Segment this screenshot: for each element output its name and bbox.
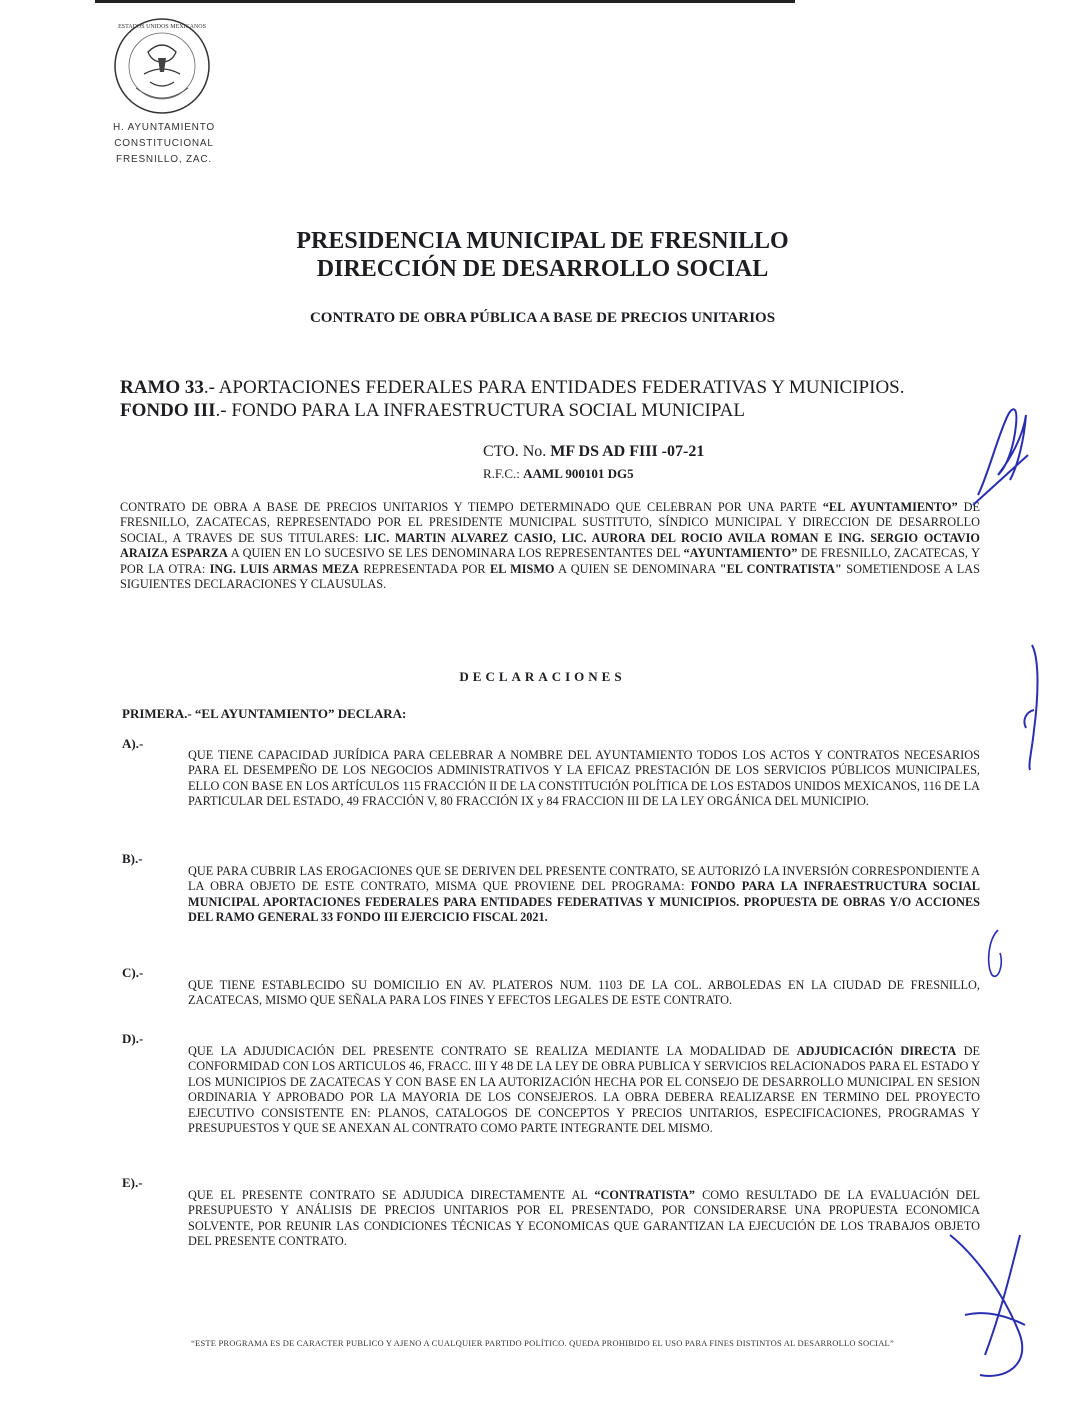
clause-b-text bbox=[188, 864, 980, 926]
signature-initials-3-icon bbox=[978, 925, 1018, 985]
clause-a-text: QUE TIENE CAPACIDAD JURÍDICA PARA CELEBRAR A NOMBRE DEL AYUNTAMIENTO TODOS LOS ACTOS Y CONTRATOS NECESARIOS PARA EL DESEMPEÑO DE LOS NEGOCIOS ADMINISTRATIVOS Y LA EFICAZ PRESTACIÓN DE LOS SERVICIOS PÚBLICOS MUNICIPALES, ELLO CON BASE EN LOS ARTÍCULOS 115 FRACCIÓN II DE LA CONSTITUCIÓN POLÍTICA DE LOS ESTADOS UNIDOS MEXICANOS, 116 DE LA PARTICULAR DEL ESTADO, 49 FRACCIÓN V, 80 FRACCIÓN IX y 84 FRACCION III DE LA LEY ORGÁNICA DEL MUNICIPIO. bbox=[188, 748, 980, 809]
intro-text-5: REPRESENTADA POR bbox=[359, 561, 490, 576]
intro-paragraph bbox=[120, 500, 980, 592]
fondo-line bbox=[120, 400, 745, 422]
clause-e-text-1: QUE EL PRESENTE CONTRATO SE ADJUDICA DIRECTAMENTE AL bbox=[188, 1188, 595, 1202]
municipality-label bbox=[98, 120, 230, 168]
signature-initials-1-icon bbox=[968, 395, 1038, 510]
clause-b-text-plain: QUE PARA CUBRIR LAS EROGACIONES QUE SE DERIVEN DEL PRESENTE CONTRATO, SE AUTORIZÓ LA INVERSIÓN CORRESPONDIENTE A LA OBRA OBJETO DE ESTE CONTRATO, MISMA QUE PROVIENE DEL PROGRAMA: bbox=[188, 864, 980, 894]
fondo-text: .- FONDO PARA LA INFRAESTRUCTURA SOCIAL MUNICIPAL bbox=[215, 400, 745, 421]
clause-d-label: D).- bbox=[122, 1031, 144, 1046]
top-rule bbox=[95, 0, 795, 3]
document-title-line-2: DIRECCIÓN DE DESARROLLO SOCIAL bbox=[316, 256, 769, 282]
signature-initials-2-icon bbox=[1012, 640, 1052, 775]
coat-of-arms-seal-icon bbox=[98, 12, 226, 120]
clause-d-text bbox=[188, 1044, 980, 1136]
declaraciones-heading: DECLARACIONES bbox=[459, 669, 626, 684]
clause-b-label: B).- bbox=[122, 851, 143, 866]
contract-type-title: CONTRATO DE OBRA PÚBLICA A BASE DE PRECIOS UNITARIOS bbox=[309, 310, 776, 326]
municipality-line-3: FRESNILLO, ZAC. bbox=[116, 154, 212, 165]
rfc-value: AAML 900101 DG5 bbox=[523, 466, 634, 481]
intro-text-3: A QUIEN EN LO SUCESIVO SE LES DENOMINARA LOS REPRESENTANTES DEL bbox=[227, 546, 684, 561]
intro-bold-ayuntamiento-2: “AYUNTAMIENTO” bbox=[683, 546, 798, 561]
clause-d-text-2: DE CONFORMIDAD CON LOS ARTICULOS 46, FRACC. III Y 48 DE LA LEY DE OBRA PUBLICA Y SERVICIOS RELACIONADOS PARA EL ESTADO Y LOS MUNICIPIOS DE ZACATECAS Y CON BASE EN LA AUTORIZACIÓN HECHA POR EL CONSEJO DE DESARROLLO MUNICIPAL EN SESION ORDINARIA Y APROBADO POR LA MAYORIA DE LOS CONSEJEROS. LA OBRA DEBERA REALIZARSE EN TERMINO DEL PROYECTO EJECUTIVO CONSISTENTE EN: PLANOS, CATALOGOS DE CONCEPTOS Y PRECIOS UNITARIOS, ESPECIFICACIONES, PROGRAMAS Y PRESUPUESTOS Y QUE SE ANEXAN AL CONTRATO COMO PARTE INTEGRANTE DEL MISMO. bbox=[188, 1044, 980, 1136]
intro-bold-titulares: LIC. MARTIN ALVAREZ CASIO, LIC. AURORA DEL ROCIO AVILA ROMAN E ING. SERGIO OCTAVIO ARAIZA ESPARZA bbox=[120, 530, 980, 561]
intro-bold-el-mismo: EL MISMO bbox=[490, 561, 555, 576]
document-title-line-1: PRESIDENCIA MUNICIPAL DE FRESNILLO bbox=[296, 228, 789, 254]
intro-text-6: A QUIEN SE DENOMINARA bbox=[554, 561, 720, 576]
rfc bbox=[483, 466, 634, 482]
intro-bold-ayuntamiento: “EL AYUNTAMIENTO” bbox=[822, 500, 958, 514]
clause-e-label: E).- bbox=[122, 1175, 143, 1190]
clause-c-text: QUE TIENE ESTABLECIDO SU DOMICILIO EN AV. PLATEROS NUM. 1103 DE LA COL. ARBOLEDAS EN LA CIUDAD DE FRESNILLO, ZACATECAS, MISMO QUE SEÑALA PARA LOS FINES Y EFECTOS LEGALES DE ESTE CONTRATO. bbox=[188, 978, 980, 1008]
signature-initials-4-icon bbox=[935, 1215, 1045, 1385]
clause-e-text-bold: “CONTRATISTA” bbox=[594, 1188, 696, 1202]
municipality-line-2: CONSTITUCIONAL bbox=[114, 138, 214, 149]
intro-bold-el-contratista: "EL CONTRATISTA" bbox=[719, 561, 842, 576]
contract-number bbox=[483, 443, 704, 461]
primera-heading: PRIMERA.- “EL AYUNTAMIENTO” DECLARA: bbox=[122, 706, 407, 721]
intro-text-4: DE FRESNILLO, ZACATECAS, Y POR LA OTRA: bbox=[120, 546, 980, 576]
ramo-text: .- APORTACIONES FEDERALES PARA ENTIDADES FEDERATIVAS Y MUNICIPIOS. bbox=[203, 377, 905, 398]
ramo-label: RAMO 33 bbox=[120, 377, 204, 398]
intro-text-1: CONTRATO DE OBRA A BASE DE PRECIOS UNITARIOS Y TIEMPO DETERMINADO QUE CELEBRAN POR UNA PARTE bbox=[120, 500, 823, 514]
clause-a-label: A).- bbox=[122, 736, 144, 751]
contract-number-value: MF DS AD FIII -07-21 bbox=[550, 443, 705, 460]
contract-number-label: CTO. No. bbox=[483, 443, 551, 460]
intro-bold-contratista-name: ING. LUIS ARMAS MEZA bbox=[209, 561, 359, 576]
clause-d-text-bold: ADJUDICACIÓN DIRECTA bbox=[796, 1044, 957, 1058]
footer-disclaimer: “ESTE PROGRAMA ES DE CARACTER PUBLICO Y AJENO A CUALQUIER PARTIDO POLÍTICO. QUEDA PROHIBIDO EL USO PARA FINES DISTINTOS AL DESARROLLO SOCIAL” bbox=[191, 1338, 894, 1348]
clause-e-text-2: COMO RESULTADO DE LA EVALUACIÓN DEL PRESUPUESTO Y ANÁLISIS DE PRECIOS UNITARIOS POR EL PRESENTADO, POR CONSIDERARSE UNA PROPUESTA ECONOMICA SOLVENTE, POR REUNIR LAS CONDICIONES TÉCNICAS Y ECONOMICAS QUE GARANTIZAN LA EJECUCIÓN DE LOS TRABAJOS OBJETO DEL PRESENTE CONTRATO. bbox=[188, 1188, 980, 1249]
rfc-label: R.F.C.: bbox=[483, 466, 524, 481]
seal-text: ESTADOS UNIDOS MEXICANOS bbox=[118, 24, 206, 30]
clause-d-text-1: QUE LA ADJUDICACIÓN DEL PRESENTE CONTRATO SE REALIZA MEDIANTE LA MODALIDAD DE bbox=[188, 1044, 797, 1058]
municipality-line-1: H. AYUNTAMIENTO bbox=[112, 122, 215, 133]
clause-c-label: C).- bbox=[122, 965, 144, 980]
clause-e-text bbox=[188, 1188, 980, 1250]
ramo-line bbox=[120, 377, 905, 399]
intro-text-7: SOMETIENDOSE A LAS SIGUIENTES DECLARACIONES Y CLAUSULAS. bbox=[120, 561, 980, 592]
fondo-label: FONDO III bbox=[120, 400, 216, 421]
intro-text-2: DE FRESNILLO, ZACATECAS, REPRESENTADO POR EL PRESIDENTE MUNICIPAL SUSTITUTO, SÍNDICO MUNICIPAL Y DIRECCION DE DESARROLLO SOCIAL, A TRAVES DE SUS TITULARES: bbox=[120, 500, 981, 545]
clause-b-text-bold: FONDO PARA LA INFRAESTRUCTURA SOCIAL MUNICIPAL APORTACIONES FEDERALES PARA ENTIDADES FEDERATIVAS Y MUNICIPIOS. PROPUESTA DE OBRAS Y/O ACCIONES DEL RAMO GENERAL 33 FONDO III EJERCICIO FISCAL 2021. bbox=[188, 879, 980, 925]
